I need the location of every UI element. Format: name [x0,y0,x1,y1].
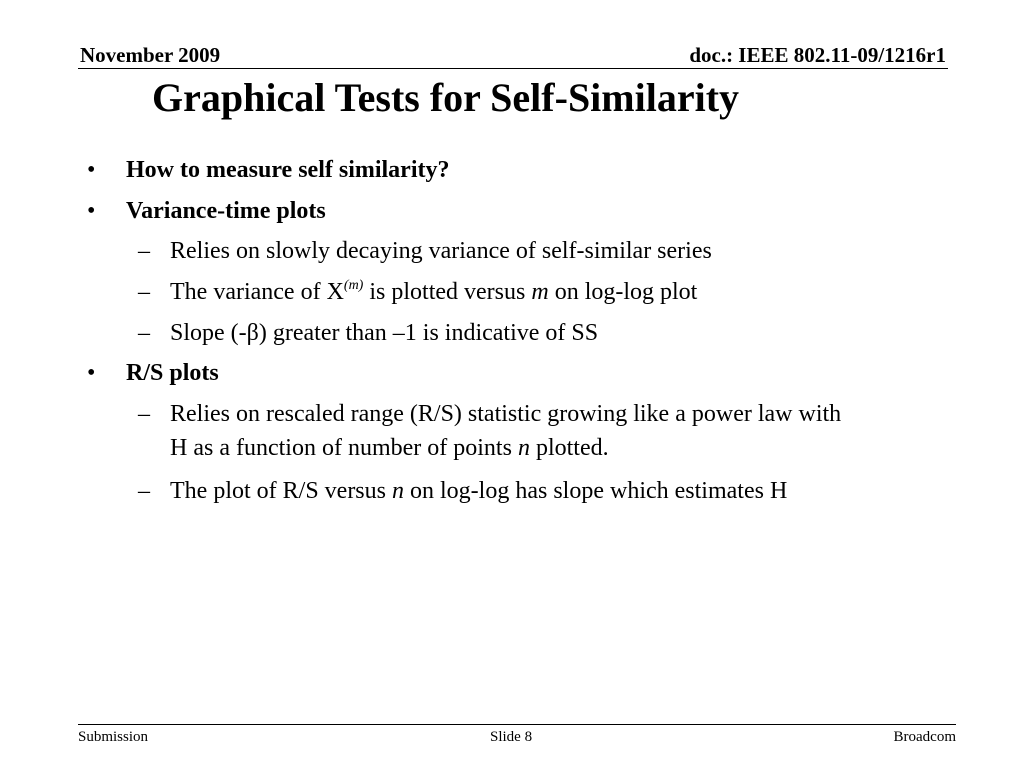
footer-submission: Submission [78,729,149,745]
sub-bullet-slope: Slope (-β) greater than –1 is indicative of SS [170,320,599,346]
sub-bullet-marker: – [138,320,150,346]
text-fragment: H as a function of number of points [170,435,518,461]
sub-bullet-marker: – [138,401,150,427]
bullet-how-to-measure: How to measure self similarity? [126,157,450,183]
sub-bullet-marker: – [138,478,150,504]
superscript-m: (m) [343,278,364,293]
text-fragment: The plot of R/S versus [170,478,392,504]
header-date: November 2009 [80,43,221,67]
text-fragment: plotted. [529,435,609,461]
header-doc-id: doc.: IEEE 802.11-09/1216r1 [689,43,946,67]
bullet-variance-time: Variance-time plots [126,198,326,224]
sub-bullet-marker: – [138,279,150,305]
sub-bullet-variance-plotted [170,277,697,307]
bullet-marker: • [87,360,96,386]
sub-bullet-rs-versus-n [170,476,787,506]
variable-n: n [392,478,404,504]
slide-title: Graphical Tests for Self-Similarity [152,75,740,120]
text-fragment: on log-log plot [548,279,698,305]
text-fragment: The variance of X [170,279,344,305]
sub-bullet-slowly-decaying: Relies on slowly decaying variance of self-similar series [170,238,712,264]
bullet-rs-plots: R/S plots [126,360,219,386]
text-fragment: is plotted versus [363,279,532,305]
variable-n: n [517,435,530,461]
bullet-marker: • [87,157,96,183]
footer-slide-number: Slide 8 [490,729,533,745]
sub-bullet-rescaled-range-line1: Relies on rescaled range (R/S) statistic growing like a power law with [170,401,842,427]
sub-bullet-marker: – [138,238,150,264]
text-fragment: on log-log has slope which estimates H [404,478,788,504]
footer-divider [78,724,956,725]
footer-company: Broadcom [893,729,956,745]
bullet-marker: • [87,198,96,224]
variable-m: m [531,279,549,305]
sub-bullet-rescaled-range-line2 [170,433,609,463]
